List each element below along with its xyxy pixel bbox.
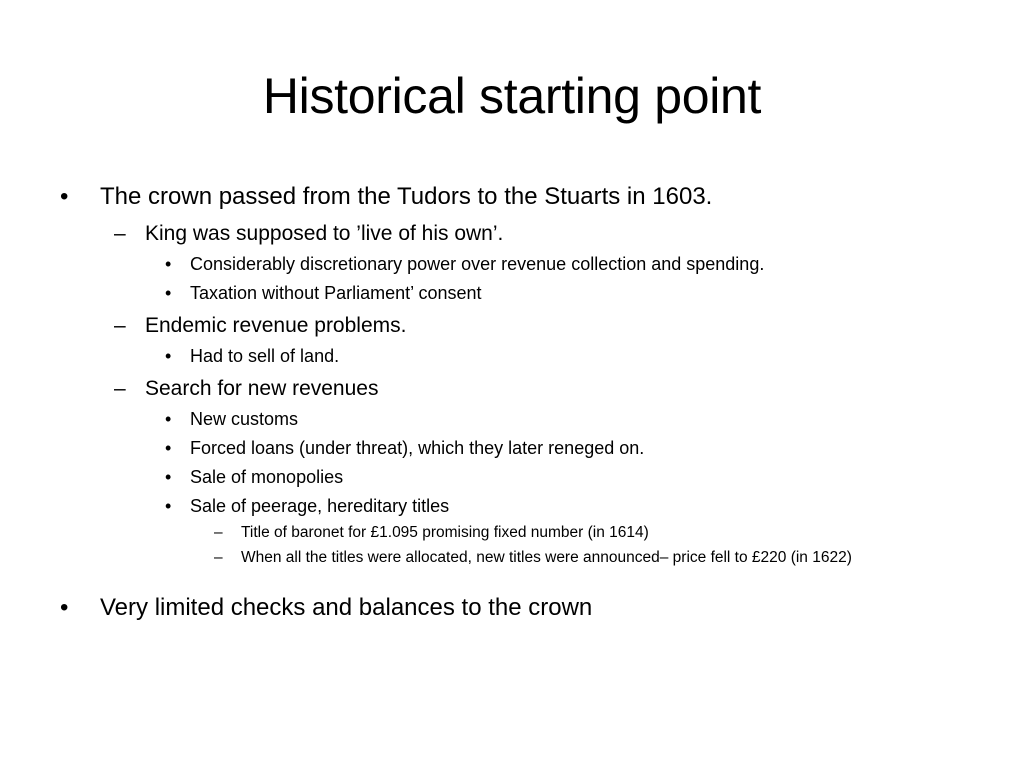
sub-sub-bullet-marker: • xyxy=(165,438,172,458)
sub-sub-bullet-text: New customs xyxy=(190,409,299,429)
bullet-text: The crown passed from the Tudors to the Stuarts in 1603. xyxy=(100,183,713,210)
slide-title: Historical starting point xyxy=(262,68,762,124)
level4-bullet-marker: – xyxy=(214,524,223,541)
bullet-marker: • xyxy=(60,594,69,621)
level4-bullet-text: Title of baronet for £1.095 promising fixed number (in 1614) xyxy=(241,524,649,541)
sub-sub-bullet-text: Sale of peerage, hereditary titles xyxy=(190,496,450,516)
sub-sub-bullet-marker: • xyxy=(165,409,172,429)
sub-sub-bullet-text: Had to sell of land. xyxy=(190,346,340,366)
sub-sub-bullet-marker: • xyxy=(165,496,172,516)
sub-sub-bullet-text: Taxation without Parliament’ consent xyxy=(190,283,482,303)
sub-sub-bullet-marker: • xyxy=(165,467,172,487)
sub-sub-bullet-marker: • xyxy=(165,346,172,366)
sub-bullet-marker: – xyxy=(114,377,126,400)
level4-bullet-text: When all the titles were allocated, new titles were announced– price fell to £220 (in 1622) xyxy=(241,549,852,566)
bullet-marker: • xyxy=(60,183,69,210)
level4-bullet-marker: – xyxy=(214,549,223,566)
sub-sub-bullet-marker: • xyxy=(165,283,172,303)
sub-bullet-text: Endemic revenue problems. xyxy=(145,314,407,337)
sub-sub-bullet-text: Forced loans (under threat), which they later reneged on. xyxy=(190,438,645,458)
bullet-text: Very limited checks and balances to the crown xyxy=(100,594,593,621)
sub-sub-bullet-marker: • xyxy=(165,254,172,274)
sub-bullet-marker: – xyxy=(114,222,126,245)
sub-bullet-text: King was supposed to ’live of his own’. xyxy=(145,222,504,245)
sub-bullet-marker: – xyxy=(114,314,126,337)
sub-bullet-text: Search for new revenues xyxy=(145,377,379,400)
sub-sub-bullet-text: Considerably discretionary power over revenue collection and spending. xyxy=(190,254,765,274)
sub-sub-bullet-text: Sale of monopolies xyxy=(190,467,344,487)
